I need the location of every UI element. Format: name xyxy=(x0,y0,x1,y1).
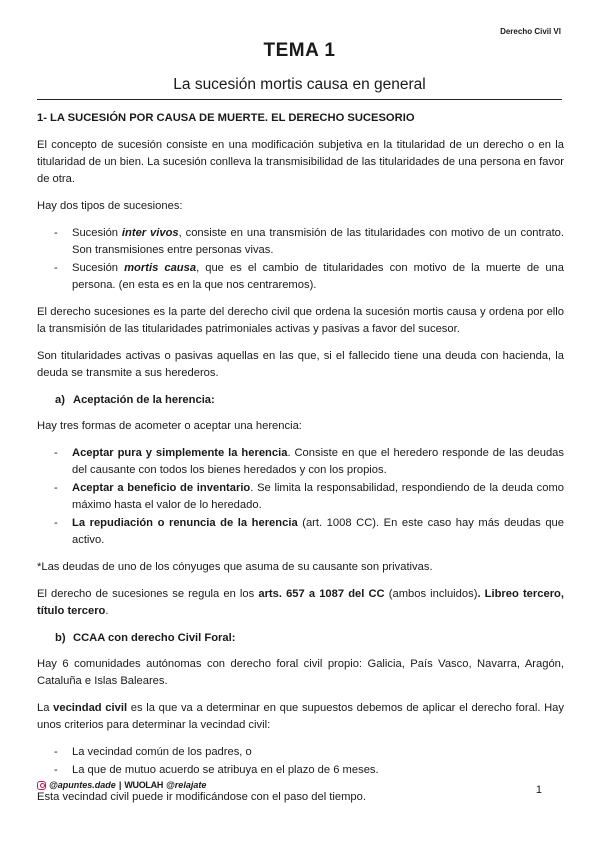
instagram-icon[interactable] xyxy=(37,781,46,790)
paragraph: Hay dos tipos de sucesiones: xyxy=(37,200,183,212)
paragraph: El derecho de sucesiones se regula en los arts. 657 a 1087 del CC (ambos incluidos). Libreo tercero, título tercero. xyxy=(37,588,564,617)
list-item: - Sucesión mortis causa, que es el cambio de titularidades con motivo de la muerte de una persona. (en esta es en la que nos centraremos). xyxy=(54,262,564,291)
paragraph: Hay tres formas de acometer o aceptar una herencia: xyxy=(37,420,302,432)
paragraph: Son titularidades activas o pasivas aquellas en las que, si el fallecido tiene una deuda con hacienda, la deuda se transmite a sus herederos. xyxy=(37,350,564,379)
section-heading: 1- LA SUCESIÓN POR CAUSA DE MUERTE. EL DERECHO SUCESORIO xyxy=(37,112,415,124)
document-body xyxy=(37,110,564,816)
subsection-heading-a: a) Aceptación de la herencia: xyxy=(55,394,215,406)
note: *Las deudas de uno de los cónyuges que asuma de su causante son privativas. xyxy=(37,561,433,573)
list-item: - La repudiación o renuncia de la herencia (art. 1008 CC). En este caso hay más deudas que activo. xyxy=(54,517,564,546)
list-item: - La que de mutuo acuerdo se atribuya en el plazo de 6 meses. xyxy=(54,764,379,776)
footer-handle-2[interactable]: @relajate xyxy=(166,780,207,790)
criteria-list xyxy=(37,744,564,779)
paragraph: Hay 6 comunidades autónomas con derecho foral civil propio: Galicia, País Vasco, Navarra, Aragón, Cataluña e Islas Baleares. xyxy=(37,658,564,687)
subsection-heading-b: b) CCAA con derecho Civil Foral: xyxy=(55,632,236,644)
footer-handle[interactable]: @apuntes.dade xyxy=(49,780,116,790)
footer xyxy=(37,780,206,790)
page-subtitle: La sucesión mortis causa en general xyxy=(173,76,426,93)
page-title: TEMA 1 xyxy=(263,40,336,61)
paragraph: El derecho sucesiones es la parte del derecho civil que ordena la sucesión mortis causa y ordena por ello la transmisión de las titularidades patrimoniales activas y pasivas a favor del sucesor. xyxy=(37,306,564,335)
paragraph: El concepto de sucesión consiste en una modificación subjetiva en la titularidad de un derecho o en la titularidad de un bien. La sucesión conlleva la transmisibilidad de las titularidades de una persona en favor de otra. xyxy=(37,139,564,185)
types-list xyxy=(37,225,564,294)
title-divider xyxy=(37,99,562,100)
page-number: 1 xyxy=(535,784,542,796)
list-item: - Sucesión inter vivos, consiste en una transmisión de las titularidades con motivo de un contrato. Son transmisiones entre personas vivas. xyxy=(54,227,565,256)
list-item: - La vecindad común de los padres, o xyxy=(54,746,252,758)
list-item: - Aceptar a beneficio de inventario. Se limita la responsabilidad, respondiendo de la deuda como máximo hasta el valor de lo heredado. xyxy=(54,482,564,511)
wuolah-logo[interactable]: WUOLAH xyxy=(124,780,164,790)
footer-separator: | xyxy=(118,780,122,790)
list-item: - Aceptar pura y simplemente la herencia. Consiste en que el heredero responde de las deudas del causante con todos los bienes heredados y con los propios. xyxy=(54,447,564,476)
paragraph: La vecindad civil es la que va a determinar en que supuestos debemos de aplicar el derecho foral. Hay unos criterios para determinar la vecindad civil: xyxy=(37,702,565,731)
paragraph: Esta vecindad civil puede ir modificándose con el paso del tiempo. xyxy=(37,791,366,803)
course-header: Derecho Civil VI xyxy=(500,27,561,36)
forms-list xyxy=(37,445,564,549)
